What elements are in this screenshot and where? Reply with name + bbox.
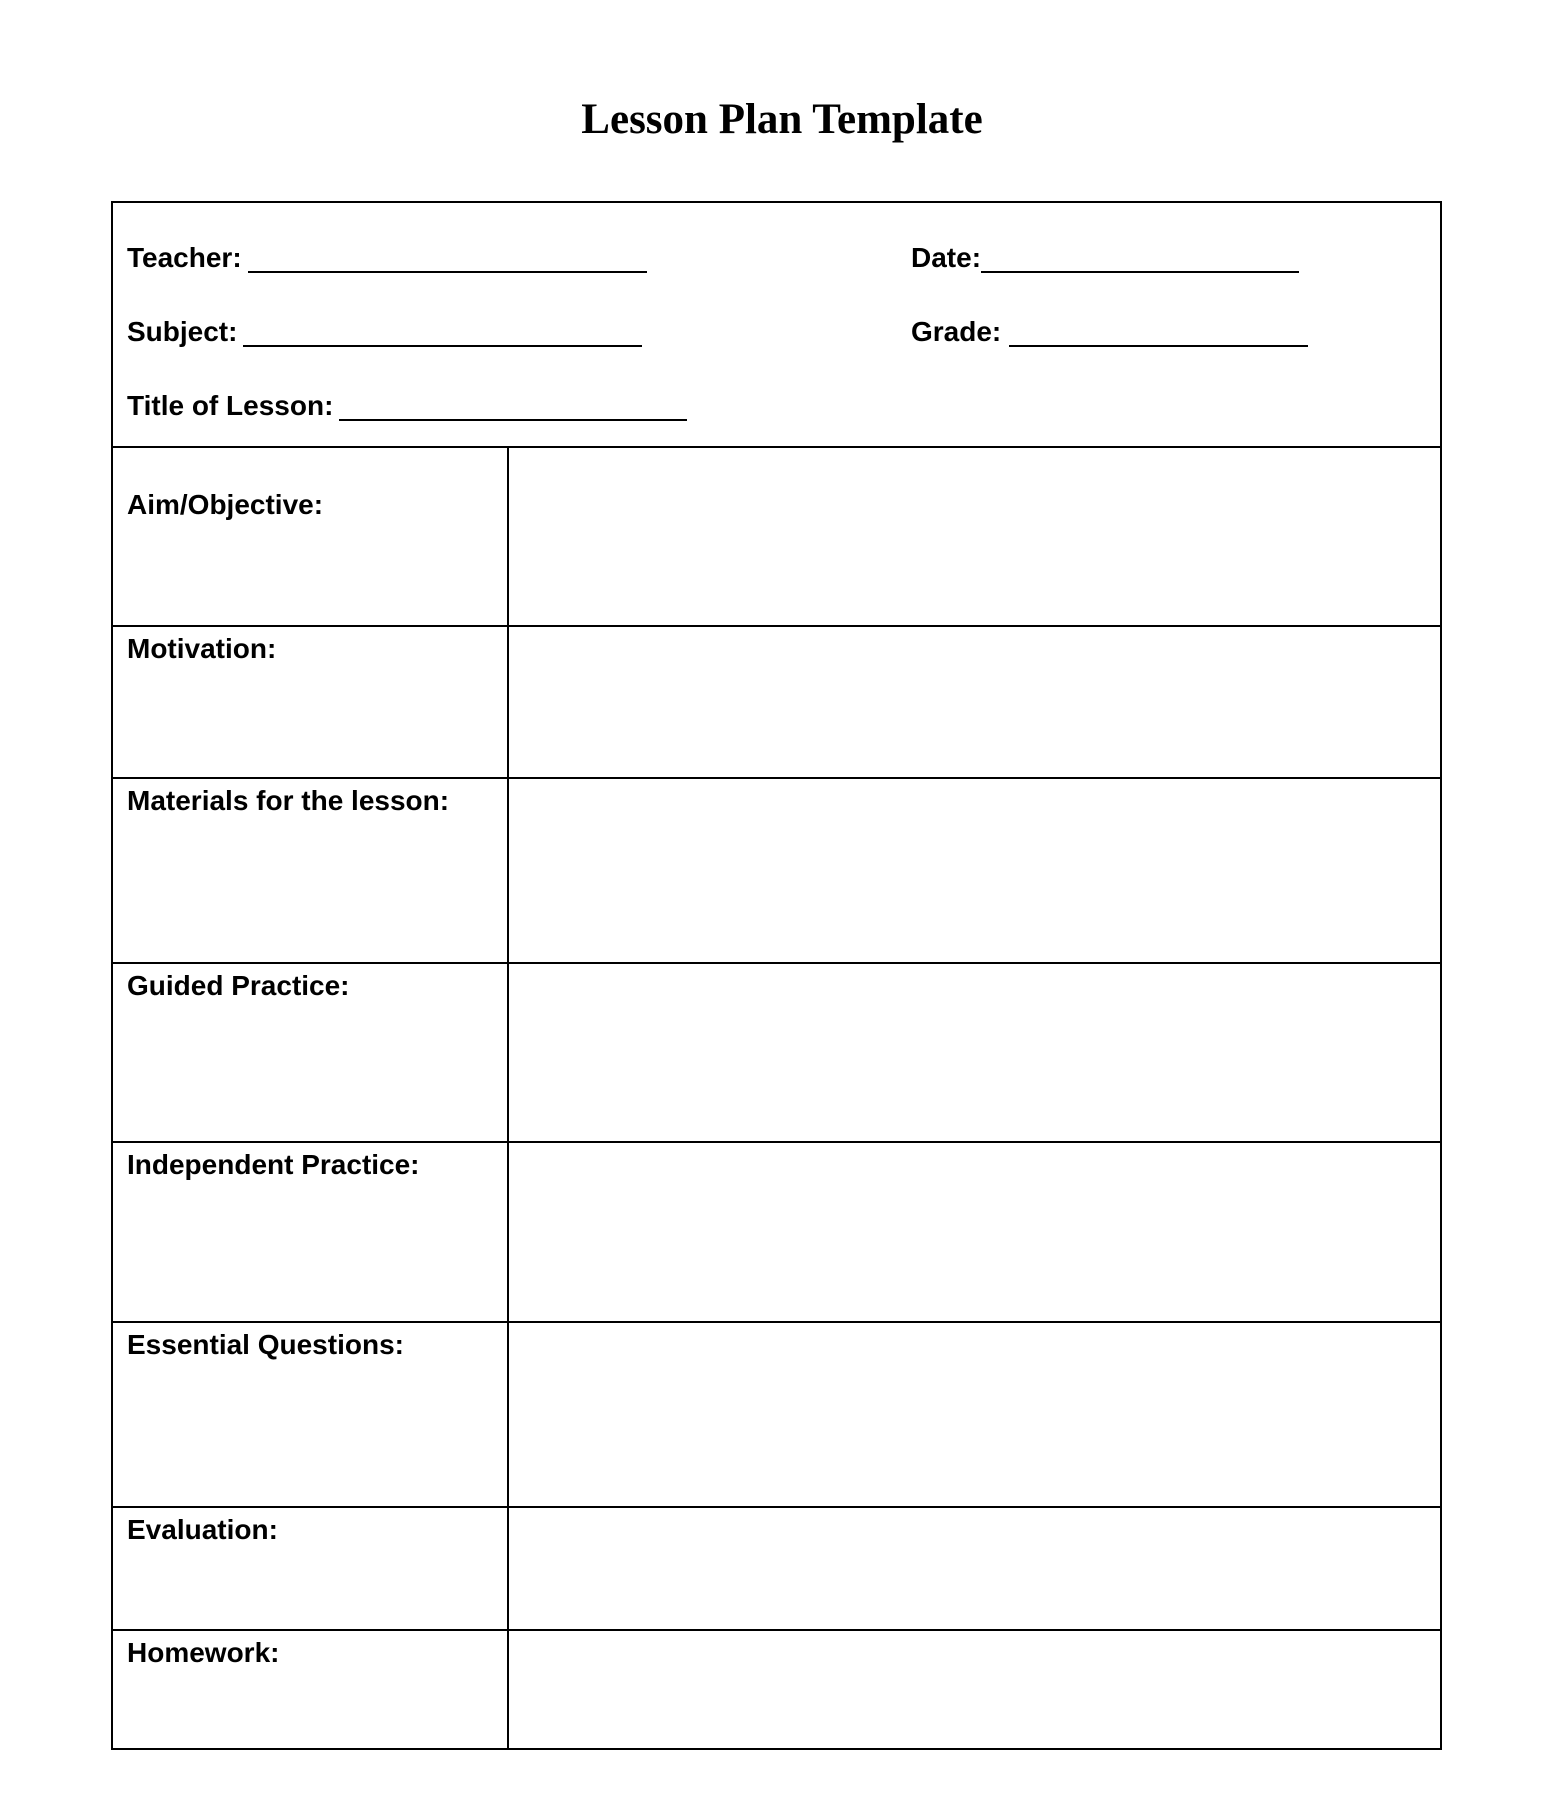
motivation-label: Motivation: (127, 633, 277, 664)
section-label-cell (113, 779, 509, 962)
materials-input[interactable] (509, 779, 1440, 962)
section-row-guided-practice (113, 964, 1440, 1143)
title-of-lesson-label: Title of Lesson: (127, 390, 334, 421)
teacher-field (127, 241, 647, 275)
section-label-cell (113, 1508, 509, 1629)
section-row-essential-questions (113, 1323, 1440, 1508)
materials-label: Materials for the lesson: (127, 785, 450, 816)
teacher-label: Teacher: (127, 242, 242, 273)
date-input[interactable] (981, 241, 1299, 273)
lesson-plan-form (111, 201, 1442, 1750)
section-label-cell (113, 1323, 509, 1506)
evaluation-input[interactable] (509, 1508, 1440, 1629)
grade-label: Grade: (911, 316, 1002, 347)
homework-input[interactable] (509, 1631, 1440, 1748)
guided-practice-label: Guided Practice: (127, 970, 350, 1001)
evaluation-label: Evaluation: (127, 1514, 278, 1545)
title-of-lesson-field (127, 389, 687, 423)
subject-label: Subject: (127, 316, 238, 347)
subject-input[interactable] (243, 315, 642, 347)
section-label-cell (113, 964, 509, 1141)
motivation-input[interactable] (509, 627, 1440, 777)
date-field (911, 241, 1299, 275)
grade-input[interactable] (1009, 315, 1308, 347)
section-label-cell (113, 448, 509, 625)
section-label-cell (113, 1631, 509, 1748)
section-label-cell (113, 627, 509, 777)
homework-label: Homework: (127, 1637, 280, 1668)
essential-questions-input[interactable] (509, 1323, 1440, 1506)
independent-practice-label: Independent Practice: (127, 1149, 420, 1180)
section-row-evaluation (113, 1508, 1440, 1631)
section-row-independent-practice (113, 1143, 1440, 1323)
guided-practice-input[interactable] (509, 964, 1440, 1141)
independent-practice-input[interactable] (509, 1143, 1440, 1321)
page-title: Lesson Plan Template (581, 96, 983, 143)
subject-field (127, 315, 642, 349)
section-label-cell (113, 1143, 509, 1321)
section-row-materials (113, 779, 1440, 964)
section-row-aim-objective (113, 448, 1440, 627)
teacher-input[interactable] (248, 241, 647, 273)
essential-questions-label: Essential Questions: (127, 1329, 404, 1360)
title-of-lesson-input[interactable] (339, 389, 687, 421)
aim-objective-input[interactable] (509, 448, 1440, 625)
aim-objective-label: Aim/Objective: (127, 489, 324, 520)
grade-field (911, 315, 1308, 349)
section-row-homework (113, 1631, 1440, 1748)
section-row-motivation (113, 627, 1440, 779)
header-fields-box (113, 203, 1440, 448)
date-label: Date: (911, 242, 982, 273)
